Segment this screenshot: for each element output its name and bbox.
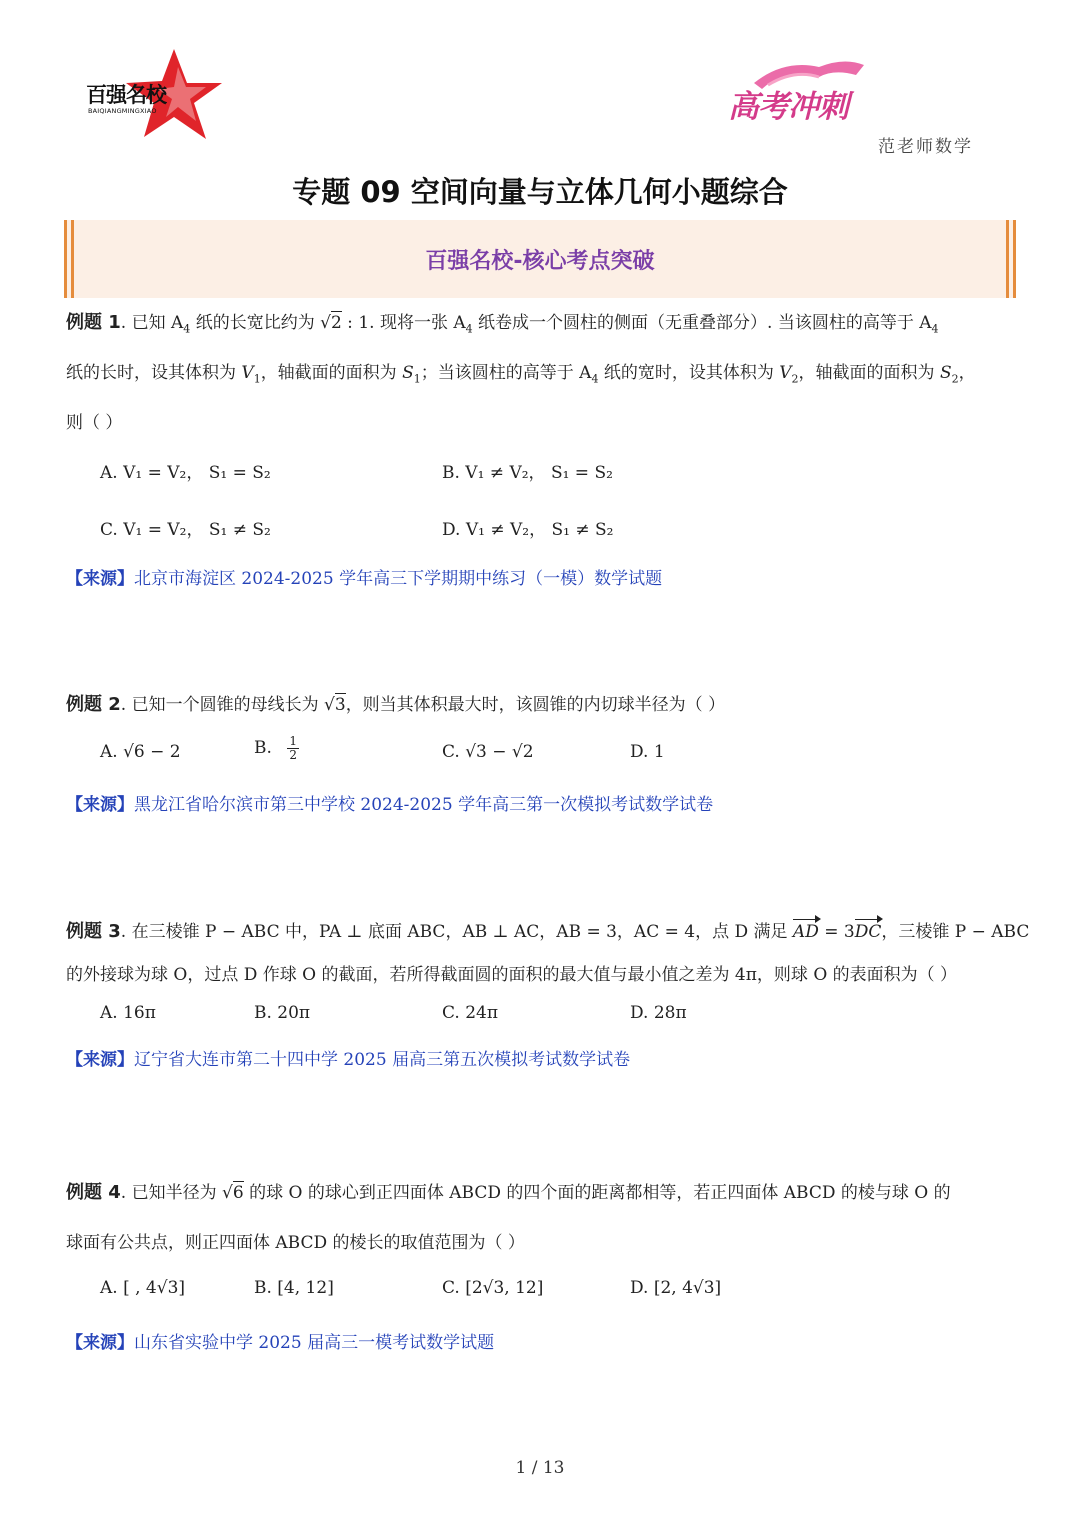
q4-option-b[interactable]: B. [4, 12] (254, 1278, 334, 1298)
q1-option-a[interactable]: A. V₁ = V₂， S₁ = S₂ (100, 463, 271, 483)
option-letter: B. (254, 738, 272, 758)
q2-source (66, 790, 713, 815)
q2-text: . 已知一个圆锥的母线长为 (120, 695, 325, 715)
q2-line-1 (66, 690, 725, 716)
q2-option-c[interactable]: C. √3 − √2 (442, 742, 534, 762)
vector-dc: DC (854, 922, 882, 942)
sqrt-sign: √ (222, 1183, 233, 1203)
q1-line-3: 则（ ） (66, 413, 123, 433)
q4-text: . 已知半径为 (120, 1183, 223, 1203)
source-text: 山东省实验中学 2025 届高三一模考试数学试题 (134, 1333, 495, 1353)
q2-label: 例题 2 (66, 694, 121, 715)
sqrt-sign: √ (324, 695, 335, 715)
math-var: V (779, 363, 792, 383)
q2-text: ，则当其体积最大时，该圆锥的内切球半径为（ ） (345, 695, 726, 715)
q4-line-2: 球面有公共点，则正四面体 ABCD 的棱长的取值范围为（ ） (66, 1233, 525, 1253)
logo-left-text: 百强名校 (86, 83, 166, 107)
math-var: S (939, 363, 952, 383)
q3-line-1 (66, 917, 1029, 943)
comma: ， (958, 363, 976, 383)
source-tag: 【来源】 (66, 1333, 134, 1353)
source-text: 黑龙江省哈尔滨市第三中学校 2024-2025 学年高三第一次模拟考试数学试卷 (134, 795, 714, 815)
source-text: 北京市海淀区 2024-2025 学年高三下学期期中练习（一模）数学试题 (134, 569, 663, 589)
q4-text: 的球 O 的球心到正四面体 ABCD 的四个面的距离都相等，若正四面体 ABCD 的棱与球 O 的 (243, 1183, 951, 1203)
page-number: 1 / 13 (515, 1458, 565, 1478)
math-var: V (241, 363, 254, 383)
q1-text: . 已知 A (120, 313, 184, 333)
q4-label: 例题 4 (66, 1182, 121, 1203)
q1-label: 例题 1 (66, 312, 121, 333)
q1-option-d[interactable]: D. V₁ ≠ V₂， S₁ ≠ S₂ (442, 520, 614, 540)
fraction-denominator: 2 (289, 748, 297, 762)
fraction-numerator: 1 (289, 734, 297, 748)
q1-text: 纸卷成一个圆柱的侧面（无重叠部分）. 当该圆柱的高等于 A (472, 313, 932, 333)
q4-option-d[interactable]: D. [2, 4√3] (630, 1278, 722, 1298)
q3-option-d[interactable]: D. 28π (630, 1003, 687, 1023)
q2-option-d[interactable]: D. 1 (630, 742, 665, 762)
sqrt-radicand: 6 (232, 1183, 244, 1203)
q2-option-a[interactable]: A. √6 − 2 (100, 742, 181, 762)
q2-option-b[interactable] (254, 735, 299, 762)
subscript: 2 (951, 372, 959, 386)
source-text: 辽宁省大连市第二十四中学 2025 届高三第五次模拟考试数学试卷 (134, 1050, 631, 1070)
subscript: 4 (931, 322, 939, 336)
q3-option-a[interactable]: A. 16π (100, 1003, 156, 1023)
sqrt-radicand: 3 (334, 695, 346, 715)
vector-ad: AD (792, 922, 819, 942)
q1-text: ；当该圆柱的高等于 A (420, 363, 592, 383)
teacher-name: 范老师数学 (878, 137, 973, 157)
q4-option-a[interactable]: A. [ , 4√3] (100, 1278, 186, 1298)
sqrt-sign: √ (320, 313, 331, 333)
q3-option-c[interactable]: C. 24π (442, 1003, 499, 1023)
math-var: S (402, 363, 414, 383)
q4-line-1 (66, 1178, 951, 1204)
banner-text: 百强名校-核心考点突破 (425, 249, 655, 274)
sqrt-radicand: 2 (330, 313, 342, 333)
q4-source (66, 1328, 494, 1353)
q3-source (66, 1045, 630, 1070)
subscript: 4 (183, 322, 191, 336)
q1-source (66, 564, 662, 589)
q4-option-c[interactable]: C. [2√3, 12] (442, 1278, 544, 1298)
source-tag: 【来源】 (66, 795, 134, 815)
gaokao-logo (724, 55, 874, 130)
q1-text: 纸的长宽比约为 (190, 313, 321, 333)
logo-right-text: 高考冲刺 (728, 89, 848, 125)
q1-line-2 (66, 358, 976, 385)
subscript: 1 (413, 372, 421, 386)
q3-text: . 在三棱锥 P − ABC 中，PA ⊥ 底面 ABC，AB ⊥ AC，AB = 3，AC = 4，点 D 满足 (120, 922, 793, 942)
q1-text: 纸的长时，设其体积为 (66, 363, 242, 383)
q1-text: . 现将一张 A (369, 313, 466, 333)
q1-text: ，轴截面的面积为 (798, 363, 940, 383)
fraction (287, 735, 299, 762)
subscript: 2 (791, 372, 799, 386)
subscript: 1 (253, 372, 261, 386)
school-logo (74, 45, 224, 145)
vector-eq: = 3 (818, 922, 855, 942)
q3-label: 例题 3 (66, 921, 121, 942)
q1-text: 纸的宽时，设其体积为 (598, 363, 780, 383)
subscript: 4 (591, 372, 599, 386)
ratio-tail: : 1 (341, 313, 370, 333)
q3-line-2: 的外接球为球 O，过点 D 作球 O 的截面，若所得截面圆的面积的最大值与最小值之差为 4π，则球 O 的表面积为（ ） (66, 965, 958, 985)
source-tag: 【来源】 (66, 1050, 134, 1070)
logo-left-subtitle: BAIQIANGMINGXIAO (88, 107, 157, 115)
q1-option-b[interactable]: B. V₁ ≠ V₂， S₁ = S₂ (442, 463, 613, 483)
section-banner (64, 220, 1016, 298)
q3-text: ，三棱锥 P − ABC (881, 922, 1030, 942)
q1-text: ，轴截面的面积为 (260, 363, 403, 383)
q1-option-c[interactable]: C. V₁ = V₂， S₁ ≠ S₂ (100, 520, 271, 540)
q1-line-1 (66, 308, 939, 335)
page-title: 专题 09 空间向量与立体几何小题综合 (292, 175, 788, 209)
source-tag: 【来源】 (66, 569, 134, 589)
subscript: 4 (465, 322, 473, 336)
q3-option-b[interactable]: B. 20π (254, 1003, 311, 1023)
